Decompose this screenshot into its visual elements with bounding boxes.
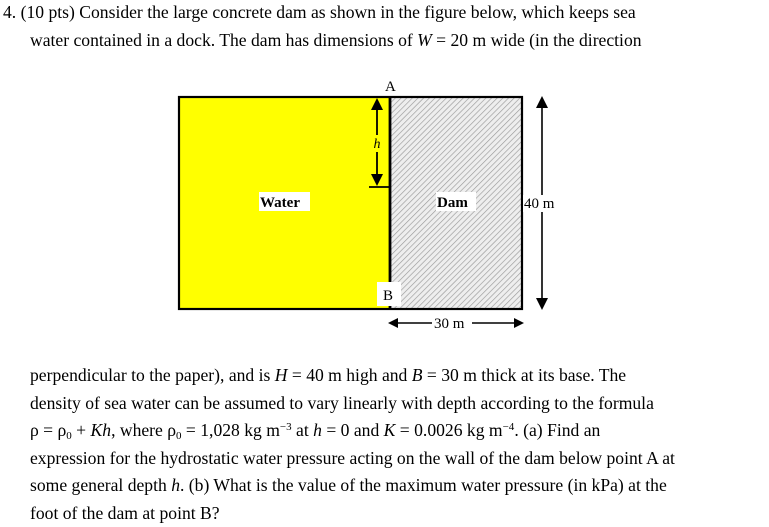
body-line-1 — [30, 362, 764, 390]
var-K: K — [384, 420, 396, 440]
intro-text-2a: water contained in a dock. The dam has dimensions of — [30, 30, 417, 50]
body-text-4: expression for the hydrostatic water pressure acting on the wall of the dam below point A at — [30, 448, 675, 468]
var-H: H — [275, 365, 288, 385]
body-text-3c: , where ρ — [111, 420, 176, 440]
body-text-3a: ρ = ρ — [30, 420, 66, 440]
rho-subscript-0b: 0 — [176, 430, 182, 442]
body-text-2: density of sea water can be assumed to vary linearly with depth according to the formula — [30, 393, 654, 413]
body-line-6 — [30, 500, 764, 527]
body-text-3d: = 1,028 kg m — [182, 420, 280, 440]
dam-figure — [170, 74, 590, 339]
label-dam: Dam — [437, 195, 468, 211]
problem-intro — [3, 0, 764, 54]
exponent-1: −3 — [280, 421, 292, 433]
label-A: A — [385, 79, 396, 95]
var-h-2: h — [171, 475, 180, 495]
body-line-4 — [30, 445, 764, 473]
body-text-1b: = 40 m high and — [287, 365, 411, 385]
var-Kh: Kh — [91, 420, 112, 440]
label-h: h — [374, 137, 381, 152]
var-W: W — [417, 30, 432, 50]
problem-body — [30, 362, 764, 527]
body-text-3b: + — [72, 420, 91, 440]
rho-subscript-0: 0 — [66, 430, 72, 442]
problem-number: 4. — [3, 2, 16, 22]
label-height: 40 m — [524, 196, 555, 212]
intro-line-1 — [3, 0, 764, 27]
body-text-3f: = 0 and — [322, 420, 384, 440]
intro-line-2 — [3, 27, 764, 55]
label-water: Water — [260, 195, 300, 211]
exponent-2: −4 — [503, 421, 515, 433]
body-line-3 — [30, 417, 764, 445]
label-B: B — [383, 288, 393, 304]
dam-diagram — [170, 74, 590, 339]
height-arrow-bottom — [536, 298, 548, 310]
problem-points: (10 pts) — [21, 2, 75, 22]
body-text-3e: at — [292, 420, 314, 440]
var-h: h — [313, 420, 322, 440]
body-line-5 — [30, 472, 764, 500]
body-line-2 — [30, 390, 764, 418]
intro-text-2b: = 20 m wide (in the direction — [432, 30, 642, 50]
body-text-3g: = 0.0026 kg m — [395, 420, 502, 440]
body-text-1c: = 30 m thick at its base. The — [423, 365, 627, 385]
body-text-6: foot of the dam at point B? — [30, 503, 220, 523]
base-arrow-right — [514, 318, 524, 328]
body-text-5a: some general depth — [30, 475, 171, 495]
intro-text-1: Consider the large concrete dam as shown in the figure below, which keeps sea — [79, 2, 635, 22]
body-text-1a: perpendicular to the paper), and is — [30, 365, 275, 385]
var-B: B — [412, 365, 423, 385]
height-arrow-top — [536, 96, 548, 108]
body-text-3h: . (a) Find an — [514, 420, 600, 440]
body-text-5b: . (b) What is the value of the maximum water pressure (in kPa) at the — [180, 475, 667, 495]
label-base: 30 m — [434, 316, 465, 332]
base-arrow-left — [388, 318, 398, 328]
